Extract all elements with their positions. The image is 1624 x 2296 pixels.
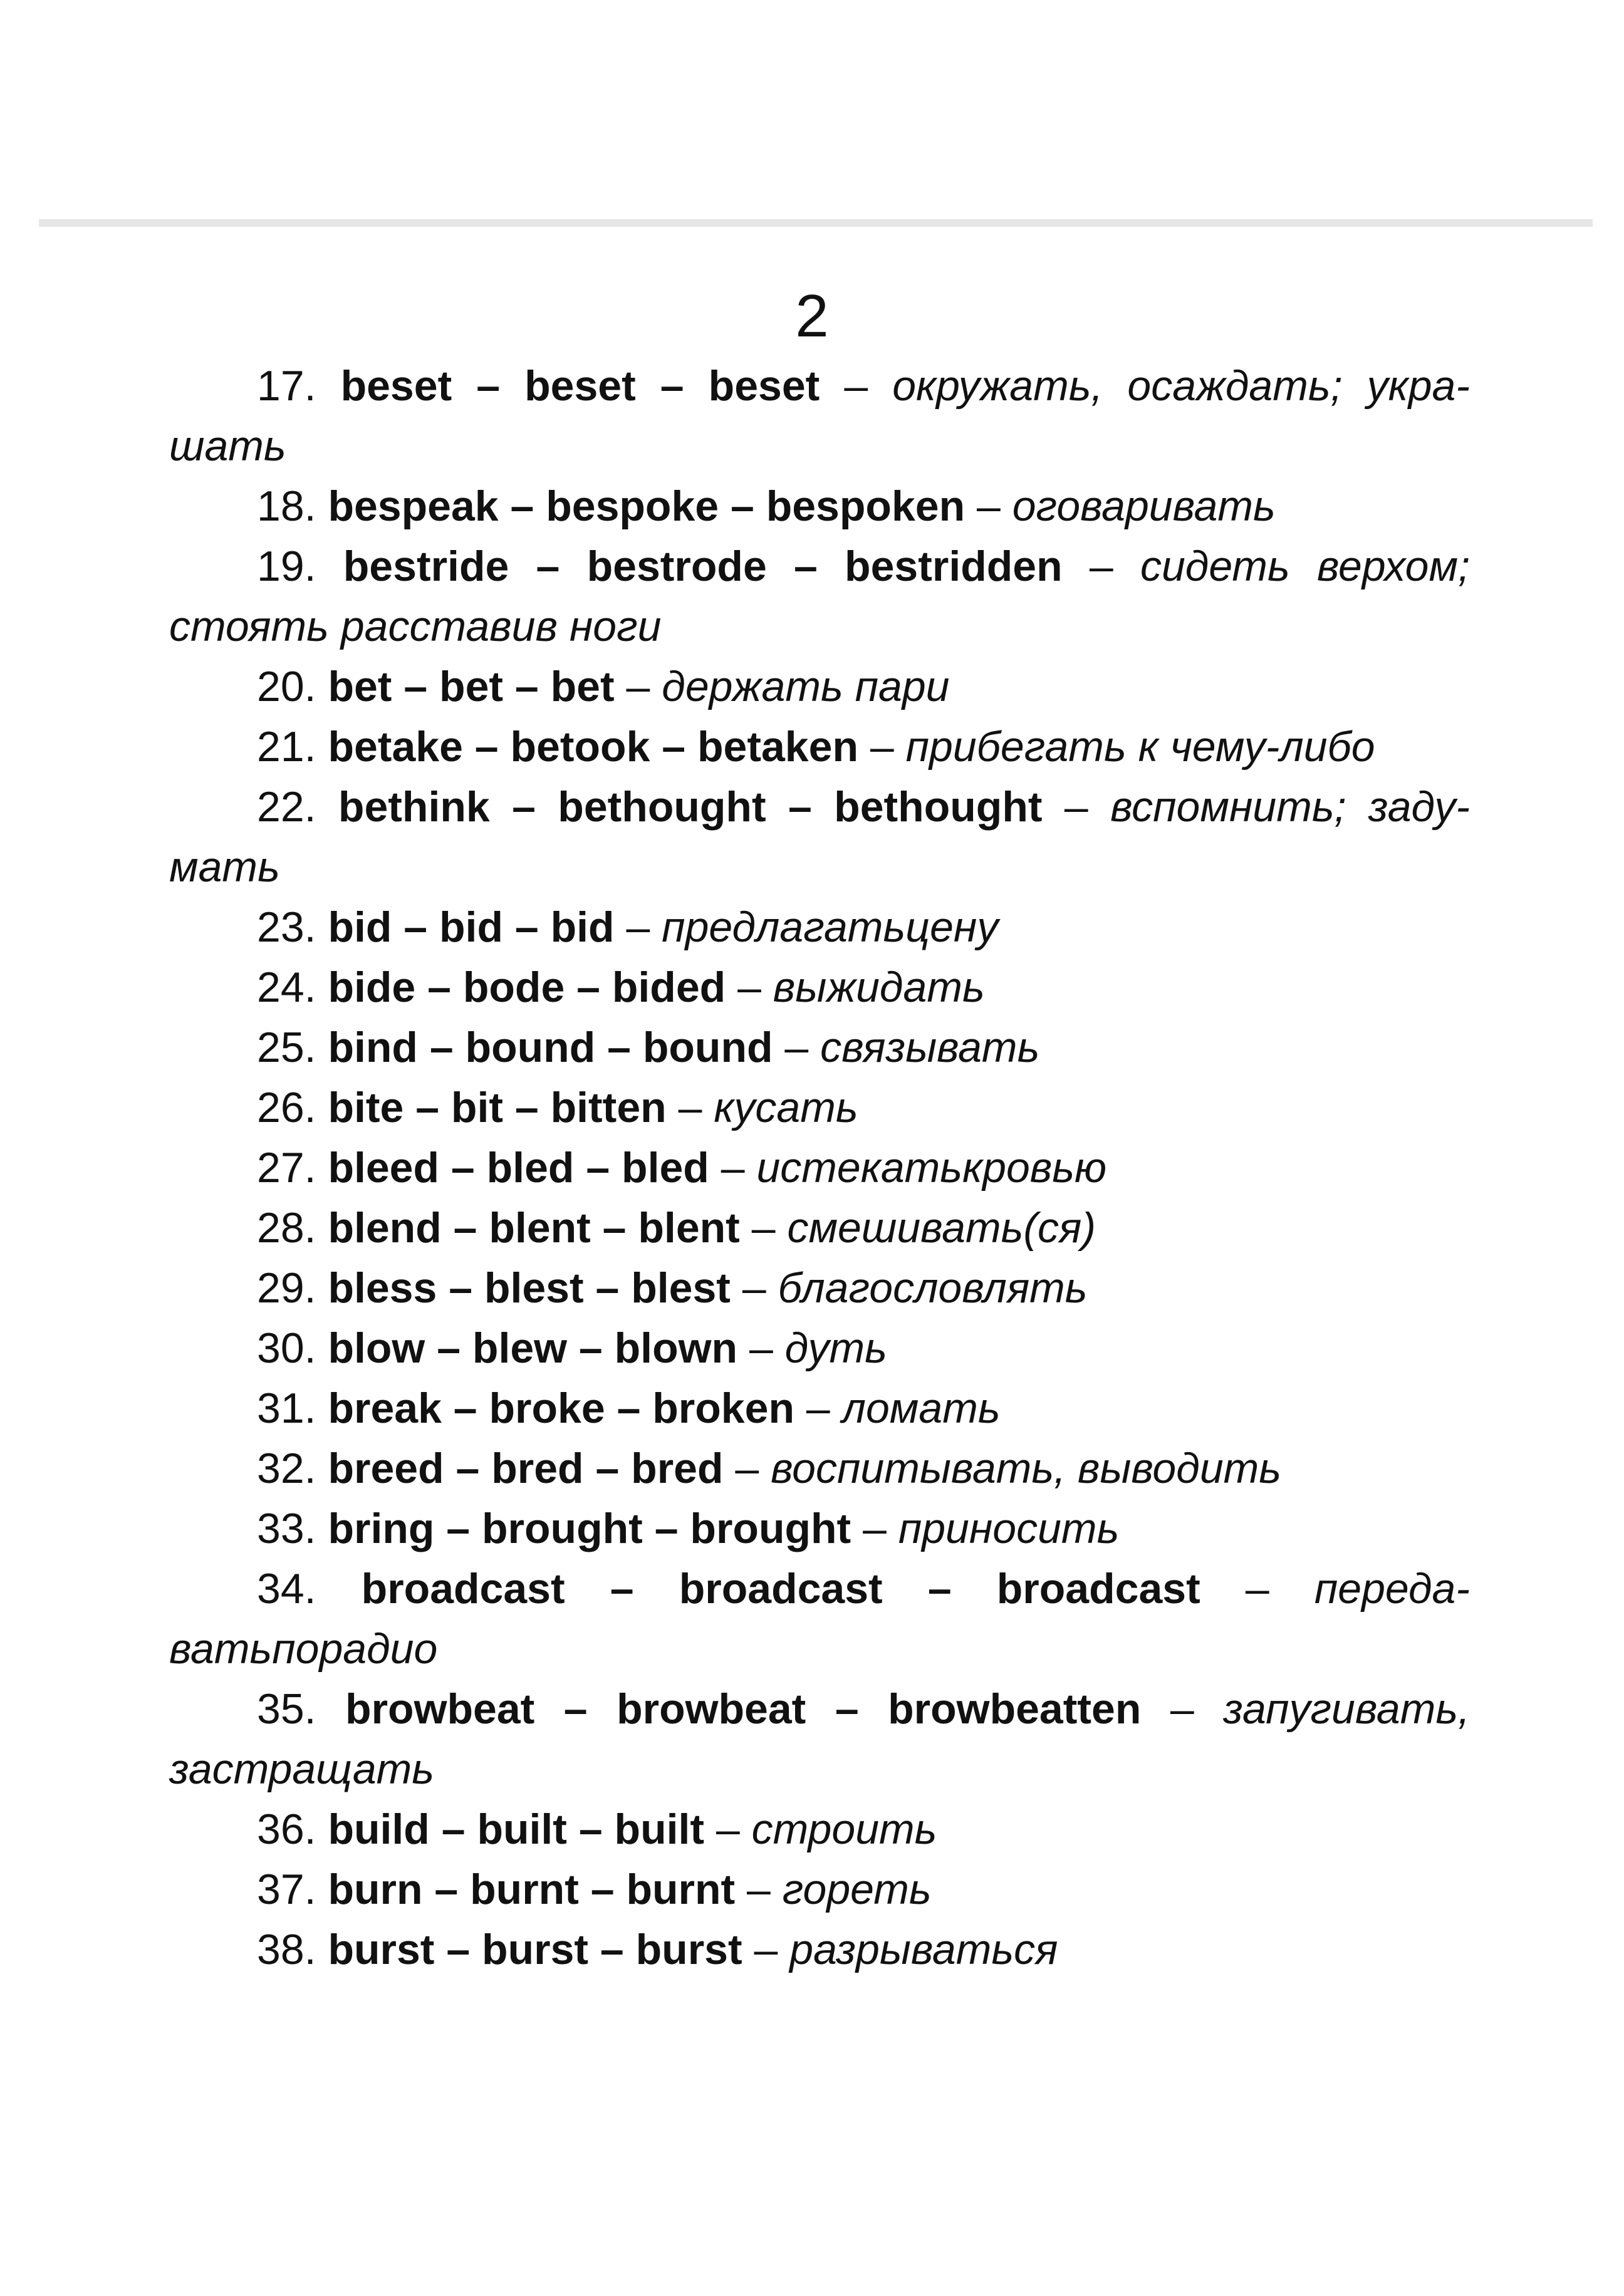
- separator-dash: –: [726, 964, 773, 1011]
- verb-translation: ломать: [841, 1384, 1001, 1432]
- verb-translation: истекатькровью: [756, 1144, 1107, 1192]
- separator-dash: –: [614, 663, 662, 710]
- entry-number: 30.: [257, 1324, 316, 1372]
- verb-entry: [169, 1799, 1470, 1859]
- verb-forms: burst – burst – burst: [328, 1926, 742, 1973]
- separator-dash: –: [1062, 543, 1140, 590]
- entry-number: 20.: [257, 663, 316, 710]
- verb-translation: связывать: [820, 1024, 1040, 1071]
- verb-forms: breed – bred – bred: [328, 1445, 724, 1492]
- separator-dash: –: [794, 1384, 842, 1432]
- verb-entry: [169, 356, 1470, 476]
- separator-dash: –: [965, 482, 1012, 530]
- top-divider: [39, 219, 1593, 227]
- irregular-verb-list: [169, 356, 1470, 1980]
- verb-translation: прибегать к чему-либо: [905, 723, 1375, 771]
- entry-number: 28.: [257, 1204, 316, 1252]
- separator-dash: –: [737, 1324, 785, 1372]
- separator-dash: –: [735, 1866, 783, 1913]
- separator-dash: –: [1042, 783, 1111, 831]
- separator-dash: –: [704, 1805, 752, 1853]
- verb-entry: [169, 717, 1470, 777]
- verb-forms: build – built – built: [328, 1805, 705, 1853]
- verb-forms: bleed – bled – bled: [328, 1144, 709, 1192]
- verb-entry: [169, 1078, 1470, 1138]
- verb-forms: bring – brought – brought: [328, 1505, 851, 1552]
- verb-entry: [169, 1138, 1470, 1198]
- verb-entry: [169, 777, 1470, 897]
- entry-number: 18.: [257, 482, 316, 530]
- verb-translation: окружать, осаждать; укра-шать: [169, 362, 1470, 470]
- entry-number: 29.: [257, 1264, 316, 1312]
- verb-translation: запугивать, застращать: [169, 1685, 1470, 1793]
- verb-entry: [169, 1198, 1470, 1258]
- verb-translation: сидеть верхом; стоять расставив ноги: [169, 543, 1470, 650]
- entry-number: 38.: [257, 1926, 316, 1973]
- separator-dash: –: [709, 1144, 757, 1192]
- verb-forms: bethink – bethought – bethought: [338, 783, 1043, 831]
- verb-entry: [169, 1679, 1470, 1799]
- page-number: 2: [795, 283, 829, 350]
- entry-number: 37.: [257, 1866, 316, 1913]
- verb-translation: воспитывать, выводить: [771, 1445, 1282, 1492]
- verb-forms: bestride – bestrode – bestridden: [343, 543, 1063, 590]
- separator-dash: –: [858, 723, 906, 771]
- verb-translation: смешивать(ся): [787, 1204, 1096, 1252]
- entry-number: 21.: [257, 723, 316, 771]
- verb-forms: bless – blest – blest: [328, 1264, 731, 1312]
- separator-dash: –: [1200, 1565, 1314, 1613]
- verb-entry: [169, 476, 1470, 536]
- verb-forms: burn – burnt – burnt: [328, 1866, 736, 1913]
- verb-entry: [169, 1378, 1470, 1438]
- verb-entry: [169, 1499, 1470, 1559]
- separator-dash: –: [742, 1926, 790, 1973]
- entry-number: 23.: [257, 903, 316, 951]
- verb-entry: [169, 957, 1470, 1017]
- verb-translation: предлагатьцену: [662, 903, 999, 951]
- verb-entry: [169, 1559, 1470, 1679]
- verb-translation: оговаривать: [1012, 482, 1276, 530]
- verb-translation: выжидать: [773, 964, 985, 1011]
- verb-entry: [169, 897, 1470, 957]
- entry-number: 36.: [257, 1805, 316, 1853]
- verb-translation: благословлять: [778, 1264, 1088, 1312]
- entry-number: 27.: [257, 1144, 316, 1192]
- entry-number: 17.: [257, 362, 316, 410]
- entry-number: 35.: [257, 1685, 316, 1733]
- verb-forms: blend – blent – blent: [328, 1204, 740, 1252]
- verb-forms: browbeat – browbeat – browbeatten: [345, 1685, 1142, 1733]
- verb-forms: bind – bound – bound: [328, 1024, 773, 1071]
- entry-number: 26.: [257, 1084, 316, 1131]
- verb-forms: bet – bet – bet: [328, 663, 615, 710]
- verb-forms: bespeak – bespoke – bespoken: [328, 482, 966, 530]
- verb-entry: [169, 1438, 1470, 1499]
- verb-translation: строить: [751, 1805, 937, 1853]
- verb-translation: держать пари: [662, 663, 950, 710]
- verb-entry: [169, 1258, 1470, 1318]
- separator-dash: –: [773, 1024, 821, 1071]
- verb-forms: blow – blew – blown: [328, 1324, 738, 1372]
- verb-entry: [169, 1017, 1470, 1078]
- verb-translation: вспомнить; заду-мать: [169, 783, 1470, 891]
- verb-entry: [169, 1859, 1470, 1919]
- verb-forms: betake – betook – betaken: [328, 723, 858, 771]
- verb-translation: переда-ватьпорадио: [169, 1565, 1470, 1673]
- verb-translation: кусать: [714, 1084, 858, 1131]
- separator-dash: –: [730, 1264, 778, 1312]
- separator-dash: –: [820, 362, 893, 410]
- separator-dash: –: [614, 903, 662, 951]
- verb-translation: дуть: [784, 1324, 887, 1372]
- verb-translation: приносить: [898, 1505, 1120, 1552]
- separator-dash: –: [739, 1204, 788, 1252]
- verb-translation: разрываться: [789, 1926, 1058, 1973]
- verb-forms: bid – bid – bid: [328, 903, 615, 951]
- verb-forms: break – broke – broken: [328, 1384, 794, 1432]
- separator-dash: –: [851, 1505, 898, 1552]
- verb-forms: beset – beset – beset: [340, 362, 820, 410]
- verb-entry: [169, 657, 1470, 717]
- entry-number: 32.: [257, 1445, 316, 1492]
- entry-number: 25.: [257, 1024, 316, 1071]
- verb-entry: [169, 1919, 1470, 1980]
- entry-number: 31.: [257, 1384, 316, 1432]
- verb-forms: bite – bit – bitten: [328, 1084, 667, 1131]
- verb-forms: bide – bode – bided: [328, 964, 726, 1011]
- verb-translation: гореть: [782, 1866, 932, 1913]
- verb-entry: [169, 536, 1470, 657]
- separator-dash: –: [666, 1084, 714, 1131]
- entry-number: 19.: [257, 543, 316, 590]
- entry-number: 24.: [257, 964, 316, 1011]
- separator-dash: –: [723, 1445, 771, 1492]
- entry-number: 34.: [257, 1565, 316, 1613]
- entry-number: 22.: [257, 783, 316, 831]
- separator-dash: –: [1141, 1685, 1224, 1733]
- entry-number: 33.: [257, 1505, 316, 1552]
- verb-entry: [169, 1318, 1470, 1378]
- verb-forms: broadcast – broadcast – broadcast: [361, 1565, 1200, 1613]
